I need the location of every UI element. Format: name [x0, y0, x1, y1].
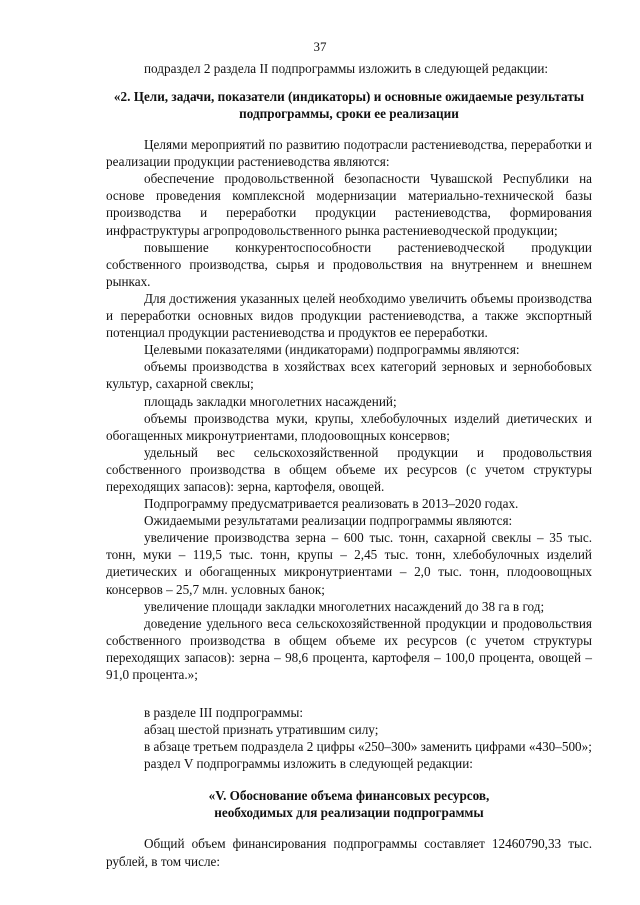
heading-line: «V. Обоснование объема финансовых ресурсов, — [208, 788, 490, 804]
section-heading-goals: «2. Цели, задачи, показатели (индикаторы) и основные ожидаемые результаты подпрограммы, сроки ее реализации — [113, 89, 585, 122]
paragraph: абзац шестой признать утратившим силу; — [144, 722, 379, 738]
paragraph: обеспечение продовольственной безопасности Чувашской Республики на основе проведения комплексной модернизации материально-технической базы производства и переработки продукции растениеводства, формирования инфраструктуры агропродовольственного рынка растениеводческой продукции; — [106, 171, 592, 238]
document-body — [106, 60, 592, 870]
page-number: 37 — [313, 39, 327, 54]
paragraph: в абзаце третьем подраздела 2 цифры «250–300» заменить цифрами «430–500»; — [144, 739, 592, 755]
paragraph: Общий объем финансирования подпрограммы составляет 12460790,33 тыс. рублей, в том числе: — [106, 836, 592, 869]
paragraph: Целями мероприятий по развитию подотрасли растениеводства, переработки и реализации продукции растениеводства являются: — [106, 137, 592, 170]
paragraph: Целевыми показателями (индикаторами) подпрограммы являются: — [144, 342, 520, 358]
paragraph: объемы производства в хозяйствах всех категорий зерновых и зернобобовых культур, сахарной свеклы; — [106, 359, 592, 392]
paragraph: удельный вес сельскохозяйственной продукции и продовольствия собственного производства в общем объеме их ресурсов (с учетом структуры переходящих запасов): зерна, картофеля, овощей. — [106, 444, 592, 494]
paragraph: Ожидаемыми результатами реализации подпрограммы являются: — [144, 513, 513, 529]
paragraph: Для достижения указанных целей необходимо увеличить объемы производства и переработки основных видов продукции растениеводства, а также экспортный потенциал продукции растениеводства и продуктов ее переработки. — [106, 290, 592, 341]
paragraph: объемы производства муки, крупы, хлебобулочных изделий диетических и обогащенных микронутриентами, плодоовощных консервов; — [106, 410, 592, 443]
paragraph: повышение конкурентоспособности растениеводческой продукции собственного производства, сырья и продовольствия на внутреннем и внешнем рынках. — [106, 239, 592, 289]
intro-paragraph: подраздел 2 раздела II подпрограммы изложить в следующей редакции: — [144, 61, 549, 76]
paragraph: увеличение производства зерна – 600 тыс. тонн, сахарной свеклы – 35 тыс. тонн, муки – 119,5 тыс. тонн, крупы – 2,45 тыс. тонн, хлебобулочных изделий диетических и обогащенных микронутриентами – 2,0 тыс. тонн, плодоовощных консервов – 25,7 млн. условных банок; — [106, 530, 592, 597]
paragraph: раздел V подпрограммы изложить в следующей редакции: — [144, 756, 473, 772]
paragraph: увеличение площади закладки многолетних насаждений до 38 га в год; — [144, 598, 545, 614]
paragraph: площадь закладки многолетних насаждений; — [144, 393, 397, 409]
paragraph: Подпрограмму предусматривается реализовать в 2013–2020 годах. — [144, 496, 519, 512]
paragraph: в разделе III подпрограммы: — [144, 705, 304, 721]
heading-line: необходимых для реализации подпрограммы — [214, 805, 484, 821]
section-heading-finance — [106, 787, 592, 821]
paragraph: доведение удельного веса сельскохозяйственной продукции и продовольствия собственного производства в общем объеме их ресурсов (с учетом структуры переходящих запасов): зерна – 98,6 процента, картофеля – 100,0 процента, овощей – 91,0 процента.»; — [106, 615, 592, 682]
